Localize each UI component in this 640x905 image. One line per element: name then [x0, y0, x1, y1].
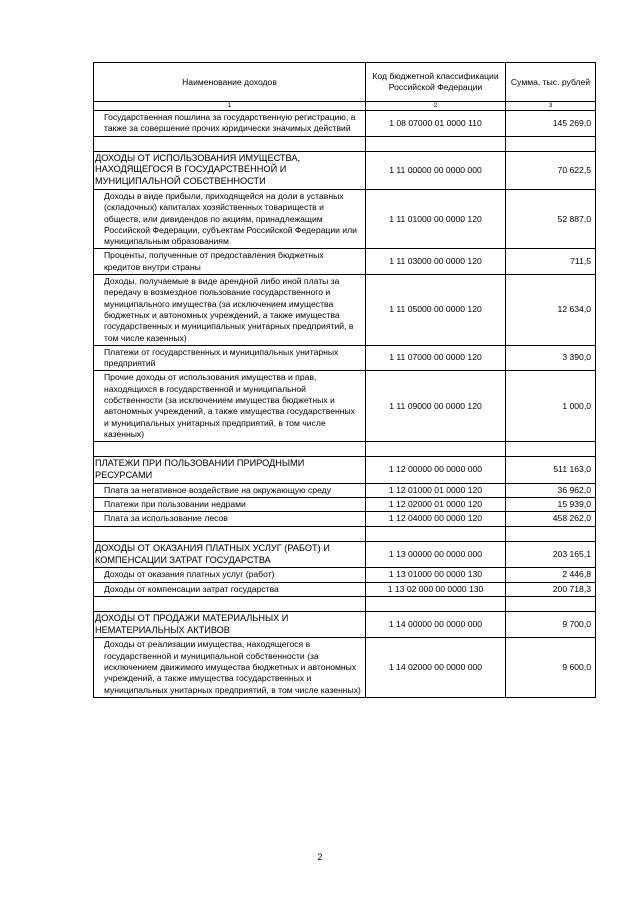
- income-name: ПЛАТЕЖИ ПРИ ПОЛЬЗОВАНИИ ПРИРОДНЫМИ РЕСУРСАМИ: [94, 457, 366, 484]
- category-row: [94, 541, 596, 568]
- budget-code: 1 14 02000 00 0000 000: [366, 638, 506, 697]
- amount: 9 700,0: [506, 611, 596, 638]
- empty-cell: [506, 596, 596, 611]
- budget-code: 1 11 05000 00 0000 120: [366, 275, 506, 346]
- amount: 711,5: [506, 249, 596, 275]
- income-name: Доходы от реализации имущества, находящегося в государственной и муниципальной собственности (за исключением движимого имущества бюджетных и автономных учреждений, а также имущества государственных и муниципальных унитарных предприятий, в том числе казенных): [94, 638, 366, 697]
- income-name: Доходы в виде прибыли, приходящейся на доли в уставных (складочных) капиталах хозяйственных товариществ и обществ, или дивидендов по акциям, принадлежащим Российской Федерации, субъектам Российской Федерации или муниципальным образованиям: [94, 189, 366, 248]
- income-name: ДОХОДЫ ОТ ОКАЗАНИЯ ПЛАТНЫХ УСЛУГ (РАБОТ) И КОМПЕНСАЦИИ ЗАТРАТ ГОСУДАРСТВА: [94, 541, 366, 568]
- income-name: ДОХОДЫ ОТ ИСПОЛЬЗОВАНИЯ ИМУЩЕСТВА, НАХОДЯЩЕГОСЯ В ГОСУДАРСТВЕННОЙ И МУНИЦИПАЛЬНОЙ СОБСТВЕННОСТИ: [94, 151, 366, 189]
- income-name: Доходы от компенсации затрат государства: [94, 582, 366, 596]
- budget-code: 1 11 09000 00 0000 120: [366, 371, 506, 442]
- income-name: Прочие доходы от использования имущества и прав, находящихся в государственной и муниципальной собственности (за исключением имущества бюджетных и автономных учреждений, а также имущества государственных и муниципальных унитарных предприятий, в том числе казенных): [94, 371, 366, 442]
- amount: 145 269,0: [506, 111, 596, 137]
- empty-cell: [94, 596, 366, 611]
- amount: 200 718,3: [506, 582, 596, 596]
- empty-cell: [94, 442, 366, 457]
- amount: 36 962,0: [506, 483, 596, 497]
- table-body: [94, 111, 596, 698]
- table-row: [94, 638, 596, 697]
- column-number: 1: [94, 102, 366, 111]
- budget-code: 1 08 07000 01 0000 110: [366, 111, 506, 137]
- category-row: [94, 611, 596, 638]
- amount: 1 000,0: [506, 371, 596, 442]
- table-row: [94, 371, 596, 442]
- income-name: Доходы, получаемые в виде арендной либо иной платы за передачу в возмездное пользование государственного и муниципального имущества (за исключением имущества бюджетных и автономных учреждений, а также имущества государственных и муниципальных унитарных предприятий, в том числе казенных): [94, 275, 366, 346]
- empty-cell: [366, 136, 506, 151]
- budget-code: 1 13 01000 00 0000 130: [366, 568, 506, 582]
- budget-code: 1 13 00000 00 0000 000: [366, 541, 506, 568]
- column-number: 2: [366, 102, 506, 111]
- budget-code: 1 14 00000 00 0000 000: [366, 611, 506, 638]
- table-row: [94, 249, 596, 275]
- spacer-row: [94, 596, 596, 611]
- table-row: [94, 568, 596, 582]
- amount: 203 165,1: [506, 541, 596, 568]
- header-code: Код бюджетной классификации Российской Федерации: [366, 63, 506, 102]
- amount: 12 634,0: [506, 275, 596, 346]
- income-name: Платежи при пользовании недрами: [94, 498, 366, 512]
- revenue-table: [93, 62, 596, 698]
- spacer-row: [94, 442, 596, 457]
- table-row: [94, 582, 596, 596]
- budget-code: 1 13 02 000 00 0000 130: [366, 582, 506, 596]
- amount: 2 446,8: [506, 568, 596, 582]
- column-number-row: [94, 102, 596, 111]
- amount: 9 600,0: [506, 638, 596, 697]
- budget-code: 1 11 03000 00 0000 120: [366, 249, 506, 275]
- amount: 458 262,0: [506, 512, 596, 526]
- category-row: [94, 151, 596, 189]
- header-amount: Сумма, тыс. рублей: [506, 63, 596, 102]
- amount: 3 390,0: [506, 345, 596, 371]
- table-row: [94, 512, 596, 526]
- income-name: Плата за использование лесов: [94, 512, 366, 526]
- empty-cell: [506, 136, 596, 151]
- table-row: [94, 275, 596, 346]
- header-name: Наименование доходов: [94, 63, 366, 102]
- empty-cell: [506, 442, 596, 457]
- income-name: Плата за негативное воздействие на окружающую среду: [94, 483, 366, 497]
- budget-code: 1 11 01000 00 0000 120: [366, 189, 506, 248]
- income-name: ДОХОДЫ ОТ ПРОДАЖИ МАТЕРИАЛЬНЫХ И НЕМАТЕРИАЛЬНЫХ АКТИВОВ: [94, 611, 366, 638]
- table-row: [94, 483, 596, 497]
- amount: 70 622,5: [506, 151, 596, 189]
- category-row: [94, 457, 596, 484]
- empty-cell: [366, 526, 506, 541]
- table-row: [94, 189, 596, 248]
- empty-cell: [366, 442, 506, 457]
- empty-cell: [366, 596, 506, 611]
- income-name: Платежи от государственных и муниципальных унитарных предприятий: [94, 345, 366, 371]
- spacer-row: [94, 136, 596, 151]
- budget-code: 1 12 01000 01 0000 120: [366, 483, 506, 497]
- page-number: 2: [317, 852, 323, 862]
- budget-code: 1 12 02000 01 0000 120: [366, 498, 506, 512]
- income-name: Проценты, полученные от предоставления бюджетных кредитов внутри страны: [94, 249, 366, 275]
- amount: 511 163,0: [506, 457, 596, 484]
- income-name: Государственная пошлина за государственную регистрацию, а также за совершение прочих юридически значимых действий: [94, 111, 366, 137]
- table-row: [94, 111, 596, 137]
- table-row: [94, 345, 596, 371]
- budget-code: 1 11 00000 00 0000 000: [366, 151, 506, 189]
- empty-cell: [506, 526, 596, 541]
- amount: 52 887,0: [506, 189, 596, 248]
- table-row: [94, 498, 596, 512]
- column-number: 3: [506, 102, 596, 111]
- table-header-row: [94, 63, 596, 102]
- budget-code: 1 12 04000 00 0000 120: [366, 512, 506, 526]
- spacer-row: [94, 526, 596, 541]
- empty-cell: [94, 526, 366, 541]
- budget-code: 1 11 07000 00 0000 120: [366, 345, 506, 371]
- amount: 15 939,0: [506, 498, 596, 512]
- budget-code: 1 12 00000 00 0000 000: [366, 457, 506, 484]
- empty-cell: [94, 136, 366, 151]
- income-name: Доходы от оказания платных услуг (работ): [94, 568, 366, 582]
